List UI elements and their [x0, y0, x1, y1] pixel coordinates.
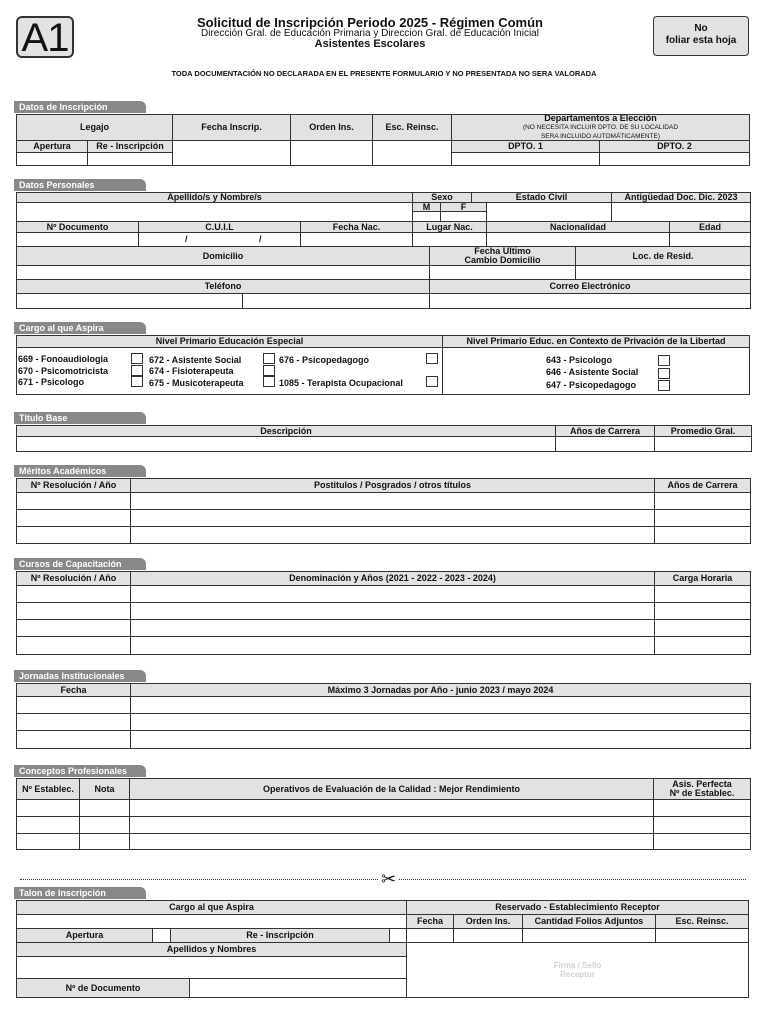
option-671: 671 - Psicologo	[18, 377, 85, 387]
talon-apertura-field[interactable]	[152, 928, 171, 943]
antiguedad-field[interactable]	[611, 202, 751, 222]
section-talon: Talon de Inscripción	[14, 887, 146, 899]
telefono-field-2[interactable]	[242, 293, 430, 309]
option-1085: 1085 - Terapista Ocupacional	[279, 378, 403, 388]
conceptos-row-1-establec[interactable]	[16, 799, 80, 817]
no-foliar-line1: No	[694, 23, 708, 34]
section-datos-personales: Datos Personales	[14, 179, 146, 191]
cambio-domicilio-line2: Cambio Domicilio	[464, 255, 541, 265]
talon-esc-field[interactable]	[655, 928, 749, 943]
cursos-row-1-denominacion[interactable]	[130, 585, 655, 603]
section-jornadas: Jornadas Institucionales	[14, 670, 146, 682]
meritos-row-1-resolucion[interactable]	[16, 492, 131, 510]
form-subtitle: Dirección Gral. de Educación Primaria y Direccion Gral. de Educación Inicial	[201, 28, 539, 39]
apertura-header: Apertura	[16, 140, 88, 153]
lugar-nac-field[interactable]	[412, 232, 487, 247]
talon-apellidos-field[interactable]	[16, 956, 407, 979]
option-669: 669 - Fonoaudiologia	[18, 354, 109, 364]
checkbox-674[interactable]	[263, 365, 275, 376]
cursos-row-1-carga[interactable]	[654, 585, 751, 603]
nacionalidad-header: Nacionalidad	[486, 221, 670, 233]
checkbox-646[interactable]	[658, 368, 670, 379]
talon-reservado-header: Reservado - Establecimiento Receptor	[406, 900, 749, 915]
fecha-nac-field[interactable]	[300, 232, 413, 247]
meritos-anios-header: Años de Carrera	[654, 478, 751, 493]
fecha-nac-header: Fecha Nac.	[300, 221, 413, 233]
cambio-domicilio-header	[429, 246, 576, 266]
option-675: 675 - Musicoterapeuta	[149, 378, 244, 388]
talon-documento-field[interactable]	[189, 978, 407, 998]
meritos-resolucion-header: Nº Resolución / Año	[16, 478, 131, 493]
conceptos-row-3-asis[interactable]	[653, 833, 751, 850]
checkbox-670[interactable]	[131, 365, 143, 376]
edad-header: Edad	[669, 221, 751, 233]
jornadas-row-1-detalle[interactable]	[130, 696, 751, 714]
departamentos-title: Departamentos a Elección	[544, 114, 657, 123]
no-foliar-box	[653, 16, 749, 56]
talon-reinsc-header: Re - Inscripción	[170, 928, 390, 943]
cuil-header: C.U.I.L	[138, 221, 301, 233]
meritos-row-3-postitulo[interactable]	[130, 526, 655, 544]
cuil-field[interactable]	[138, 232, 301, 247]
nacionalidad-field[interactable]	[486, 232, 670, 247]
form-title: Solicitud de Inscripción Periodo 2025 - Régimen Común	[196, 15, 543, 30]
checkbox-647[interactable]	[658, 380, 670, 391]
telefono-header: Teléfono	[16, 279, 430, 294]
section-datos-inscripcion: Datos de Inscripción	[14, 101, 146, 113]
denominacion-header: Denominación y Años (2021 - 2022 - 2023 - 2024)	[130, 571, 655, 586]
checkbox-672[interactable]	[263, 353, 275, 364]
meritos-row-2-resolucion[interactable]	[16, 509, 131, 527]
esc-reinsc-field[interactable]	[372, 140, 452, 166]
meritos-row-1-postitulo[interactable]	[130, 492, 655, 510]
domicilio-field[interactable]	[16, 265, 430, 280]
edad-field[interactable]	[669, 232, 751, 247]
asis-perfecta-line2: Nº de Establec.	[669, 788, 735, 798]
asis-perfecta-header	[653, 778, 751, 800]
section-cursos: Cursos de Capacitación	[14, 558, 146, 570]
meritos-row-2-postitulo[interactable]	[130, 509, 655, 527]
dpto1-field[interactable]	[451, 152, 600, 166]
sexo-f-header: F	[440, 202, 487, 212]
meritos-row-3-anios[interactable]	[654, 526, 751, 544]
reinscripcion-field[interactable]	[87, 152, 173, 166]
correo-field[interactable]	[429, 293, 751, 309]
option-670: 670 - Psicomotricista	[18, 366, 109, 376]
talon-documento-header: Nº de Documento	[16, 978, 190, 998]
jornadas-row-2-fecha[interactable]	[16, 713, 131, 731]
postitulos-header: Postitulos / Posgrados / otros títulos	[130, 478, 655, 493]
operativos-header: Operativos de Evaluación de la Calidad : Mejor Rendimiento	[129, 778, 654, 800]
domicilio-header: Domicilio	[16, 246, 430, 266]
cursos-row-2-resolucion[interactable]	[16, 602, 131, 620]
cursos-row-3-carga[interactable]	[654, 619, 751, 637]
checkbox-669[interactable]	[131, 353, 143, 364]
checkbox-643[interactable]	[658, 355, 670, 366]
cuil-separator-1: /	[185, 234, 188, 244]
conceptos-row-2-asis[interactable]	[653, 816, 751, 834]
correo-header: Correo Electrónico	[429, 279, 751, 294]
apellido-field[interactable]	[16, 202, 413, 222]
checkbox-675[interactable]	[263, 376, 275, 387]
conceptos-row-2-establec[interactable]	[16, 816, 80, 834]
cursos-row-3-resolucion[interactable]	[16, 619, 131, 637]
conceptos-row-3-nota[interactable]	[79, 833, 130, 850]
talon-apertura-header: Apertura	[16, 928, 153, 943]
promedio-header: Promedio Gral.	[654, 425, 752, 437]
talon-orden-field[interactable]	[453, 928, 523, 943]
cursos-row-1-resolucion[interactable]	[16, 585, 131, 603]
dpto1-header: DPTO. 1	[451, 140, 600, 153]
jornadas-fecha-header: Fecha	[16, 683, 131, 697]
loc-resid-header: Loc. de Resid.	[575, 246, 751, 266]
talon-cargo-header: Cargo al que Aspira	[16, 900, 407, 915]
conceptos-row-2-operativos[interactable]	[129, 816, 654, 834]
jornadas-row-1-fecha[interactable]	[16, 696, 131, 714]
option-672: 672 - Asistente Social	[149, 355, 242, 365]
cuil-separator-2: /	[259, 234, 262, 244]
firma-sello-line1: Firma / Sello	[553, 961, 602, 970]
cursos-row-4-carga[interactable]	[654, 636, 751, 655]
esc-reinsc-header: Esc. Reinsc.	[372, 114, 452, 141]
form-code-badge: A1	[16, 16, 74, 58]
meritos-row-3-resolucion[interactable]	[16, 526, 131, 544]
checkbox-676[interactable]	[426, 353, 438, 364]
carga-horaria-header: Carga Horaria	[654, 571, 751, 586]
nota-header: Nota	[79, 778, 130, 800]
firma-sello-area[interactable]	[406, 942, 749, 998]
cursos-row-2-carga[interactable]	[654, 602, 751, 620]
no-foliar-line2: foliar esta hoja	[665, 35, 737, 46]
descripcion-header: Descripción	[16, 425, 556, 437]
scissors-icon: ✂	[381, 869, 397, 889]
cursos-resolucion-header: Nº Resolución / Año	[16, 571, 131, 586]
section-cargo: Cargo al que Aspira	[14, 322, 146, 334]
descripcion-field[interactable]	[16, 436, 556, 452]
apellido-header: Apellido/s y Nombre/s	[16, 192, 413, 203]
option-676: 676 - Psicopedagogo	[279, 355, 370, 365]
asis-perfecta-line1: Asis. Perfecta	[672, 779, 732, 789]
talon-folios-header: Cantidad Folios Adjuntos	[522, 914, 656, 929]
loc-resid-field[interactable]	[575, 265, 751, 280]
departamentos-note-1: (NO NECESITA INCLUIR DPTO. DE SU LOCALIDAD	[522, 124, 679, 131]
option-643: 643 - Psicologo	[546, 355, 613, 365]
talon-fecha-header: Fecha	[406, 914, 454, 929]
conceptos-row-2-nota[interactable]	[79, 816, 130, 834]
jornadas-row-3-detalle[interactable]	[130, 730, 751, 749]
nivel-especial-header: Nivel Primario Educación Especial	[16, 335, 443, 348]
legajo-header: Legajo	[16, 114, 173, 141]
meritos-row-1-anios[interactable]	[654, 492, 751, 510]
option-674: 674 - Fisioterapeuta	[149, 366, 234, 376]
fecha-inscrip-field[interactable]	[172, 140, 291, 166]
conceptos-row-1-asis[interactable]	[653, 799, 751, 817]
dpto2-header: DPTO. 2	[599, 140, 750, 153]
lugar-nac-header: Lugar Nac.	[412, 221, 487, 233]
estado-civil-header: Estado Civil	[471, 192, 612, 203]
documento-header: Nº Documento	[16, 221, 139, 233]
section-meritos: Méritos Académicos	[14, 465, 146, 477]
checkbox-671[interactable]	[131, 376, 143, 387]
departamentos-note-2: SERA INCLUIDO AUTOMÁTICAMENTE)	[540, 133, 661, 140]
documento-field[interactable]	[16, 232, 139, 247]
telefono-field-1[interactable]	[16, 293, 243, 309]
apertura-field[interactable]	[16, 152, 88, 166]
firma-sello-line2: Receptor	[560, 970, 595, 979]
cursos-row-4-denominacion[interactable]	[130, 636, 655, 655]
talon-orden-header: Orden Ins.	[453, 914, 523, 929]
titulo-anios-field[interactable]	[555, 436, 655, 452]
orden-ins-header: Orden Ins.	[290, 114, 373, 141]
nivel-privacion-header: Nivel Primario Educ. en Contexto de Privación de la Libertad	[442, 335, 750, 348]
conceptos-row-3-operativos[interactable]	[129, 833, 654, 850]
talon-apellidos-header: Apellidos y Nombres	[16, 942, 407, 957]
cursos-row-3-denominacion[interactable]	[130, 619, 655, 637]
talon-reinsc-field[interactable]	[389, 928, 407, 943]
documentation-notice: TODA DOCUMENTACIÓN NO DECLARADA EN EL PRESENTE FORMULARIO Y NO PRESENTADA NO SERA VALORADA	[171, 69, 597, 78]
conceptos-row-1-nota[interactable]	[79, 799, 130, 817]
talon-cargo-field[interactable]	[16, 914, 407, 929]
fecha-inscrip-header: Fecha Inscrip.	[172, 114, 291, 141]
sexo-header: Sexo	[412, 192, 472, 203]
jornadas-row-2-detalle[interactable]	[130, 713, 751, 731]
checkbox-1085[interactable]	[426, 376, 438, 387]
cursos-row-4-resolucion[interactable]	[16, 636, 131, 655]
conceptos-row-1-operativos[interactable]	[129, 799, 654, 817]
orden-ins-field[interactable]	[290, 140, 373, 166]
dpto2-field[interactable]	[599, 152, 750, 166]
option-646: 646 - Asistente Social	[546, 367, 639, 377]
departamentos-header	[451, 114, 750, 141]
option-647: 647 - Psicopedagogo	[546, 380, 637, 390]
section-conceptos: Conceptos Profesionales	[14, 765, 146, 777]
talon-folios-field[interactable]	[522, 928, 656, 943]
cursos-row-2-denominacion[interactable]	[130, 602, 655, 620]
sexo-m-header: M	[412, 202, 441, 212]
antiguedad-header: Antigüedad Doc. Dic. 2023	[611, 192, 751, 203]
jornadas-maximo-header: Máximo 3 Jornadas por Año - junio 2023 / mayo 2024	[130, 683, 751, 697]
promedio-field[interactable]	[654, 436, 752, 452]
cambio-domicilio-field[interactable]	[429, 265, 576, 280]
cambio-domicilio-line1: Fecha Ultimo	[474, 246, 531, 256]
establec-header: Nº Establec.	[16, 778, 80, 800]
talon-fecha-field[interactable]	[406, 928, 454, 943]
reinscripcion-header: Re - Inscripción	[87, 140, 173, 153]
section-titulo-base: Titulo Base	[14, 412, 146, 424]
titulo-anios-header: Años de Carrera	[555, 425, 655, 437]
estado-civil-field[interactable]	[486, 202, 612, 222]
form-subtitle-2: Asistentes Escolares	[314, 38, 426, 50]
conceptos-row-3-establec[interactable]	[16, 833, 80, 850]
talon-esc-header: Esc. Reinsc.	[655, 914, 749, 929]
jornadas-row-3-fecha[interactable]	[16, 730, 131, 749]
meritos-row-2-anios[interactable]	[654, 509, 751, 527]
